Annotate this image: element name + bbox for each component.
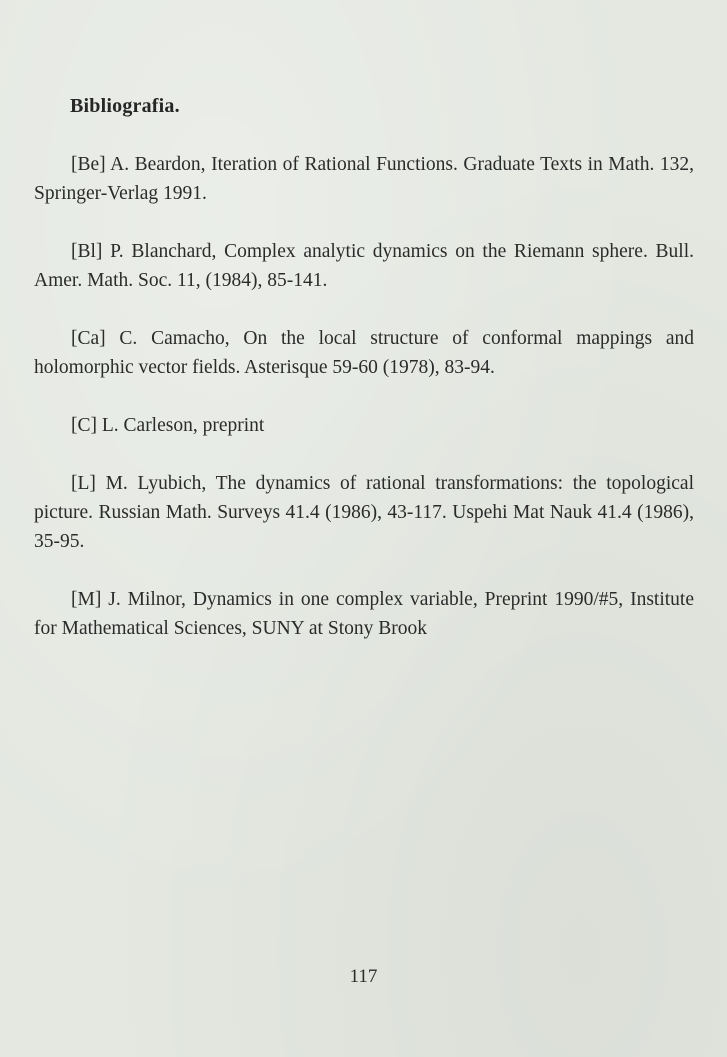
reference-list <box>34 150 694 672</box>
reference-item: [M] J. Milnor, Dynamics in one complex variable, Preprint 1990/#5, Institute for Mathematical Sciences, SUNY at Stony Brook <box>34 589 694 639</box>
page-number: 117 <box>349 966 378 987</box>
section-heading: Bibliografia. <box>70 95 180 117</box>
reference-item: [Be] A. Beardon, Iteration of Rational Functions. Graduate Texts in Math. 132, Springer-Verlag 1991. <box>34 154 694 204</box>
reference-item: [L] M. Lyubich, The dynamics of rational transformations: the topological picture. Russian Math. Surveys 41.4 (1986), 43-117. Uspehi Mat Nauk 41.4 (1986), 35-95. <box>34 473 694 552</box>
reference-item: [C] L. Carleson, preprint <box>71 415 265 436</box>
reference-item: [Ca] C. Camacho, On the local structure of conformal mappings and holomorphic vector fields. Asterisque 59-60 (1978), 83-94. <box>34 328 694 378</box>
reference-item: [Bl] P. Blanchard, Complex analytic dynamics on the Riemann sphere. Bull. Amer. Math. Soc. 11, (1984), 85-141. <box>34 241 694 291</box>
